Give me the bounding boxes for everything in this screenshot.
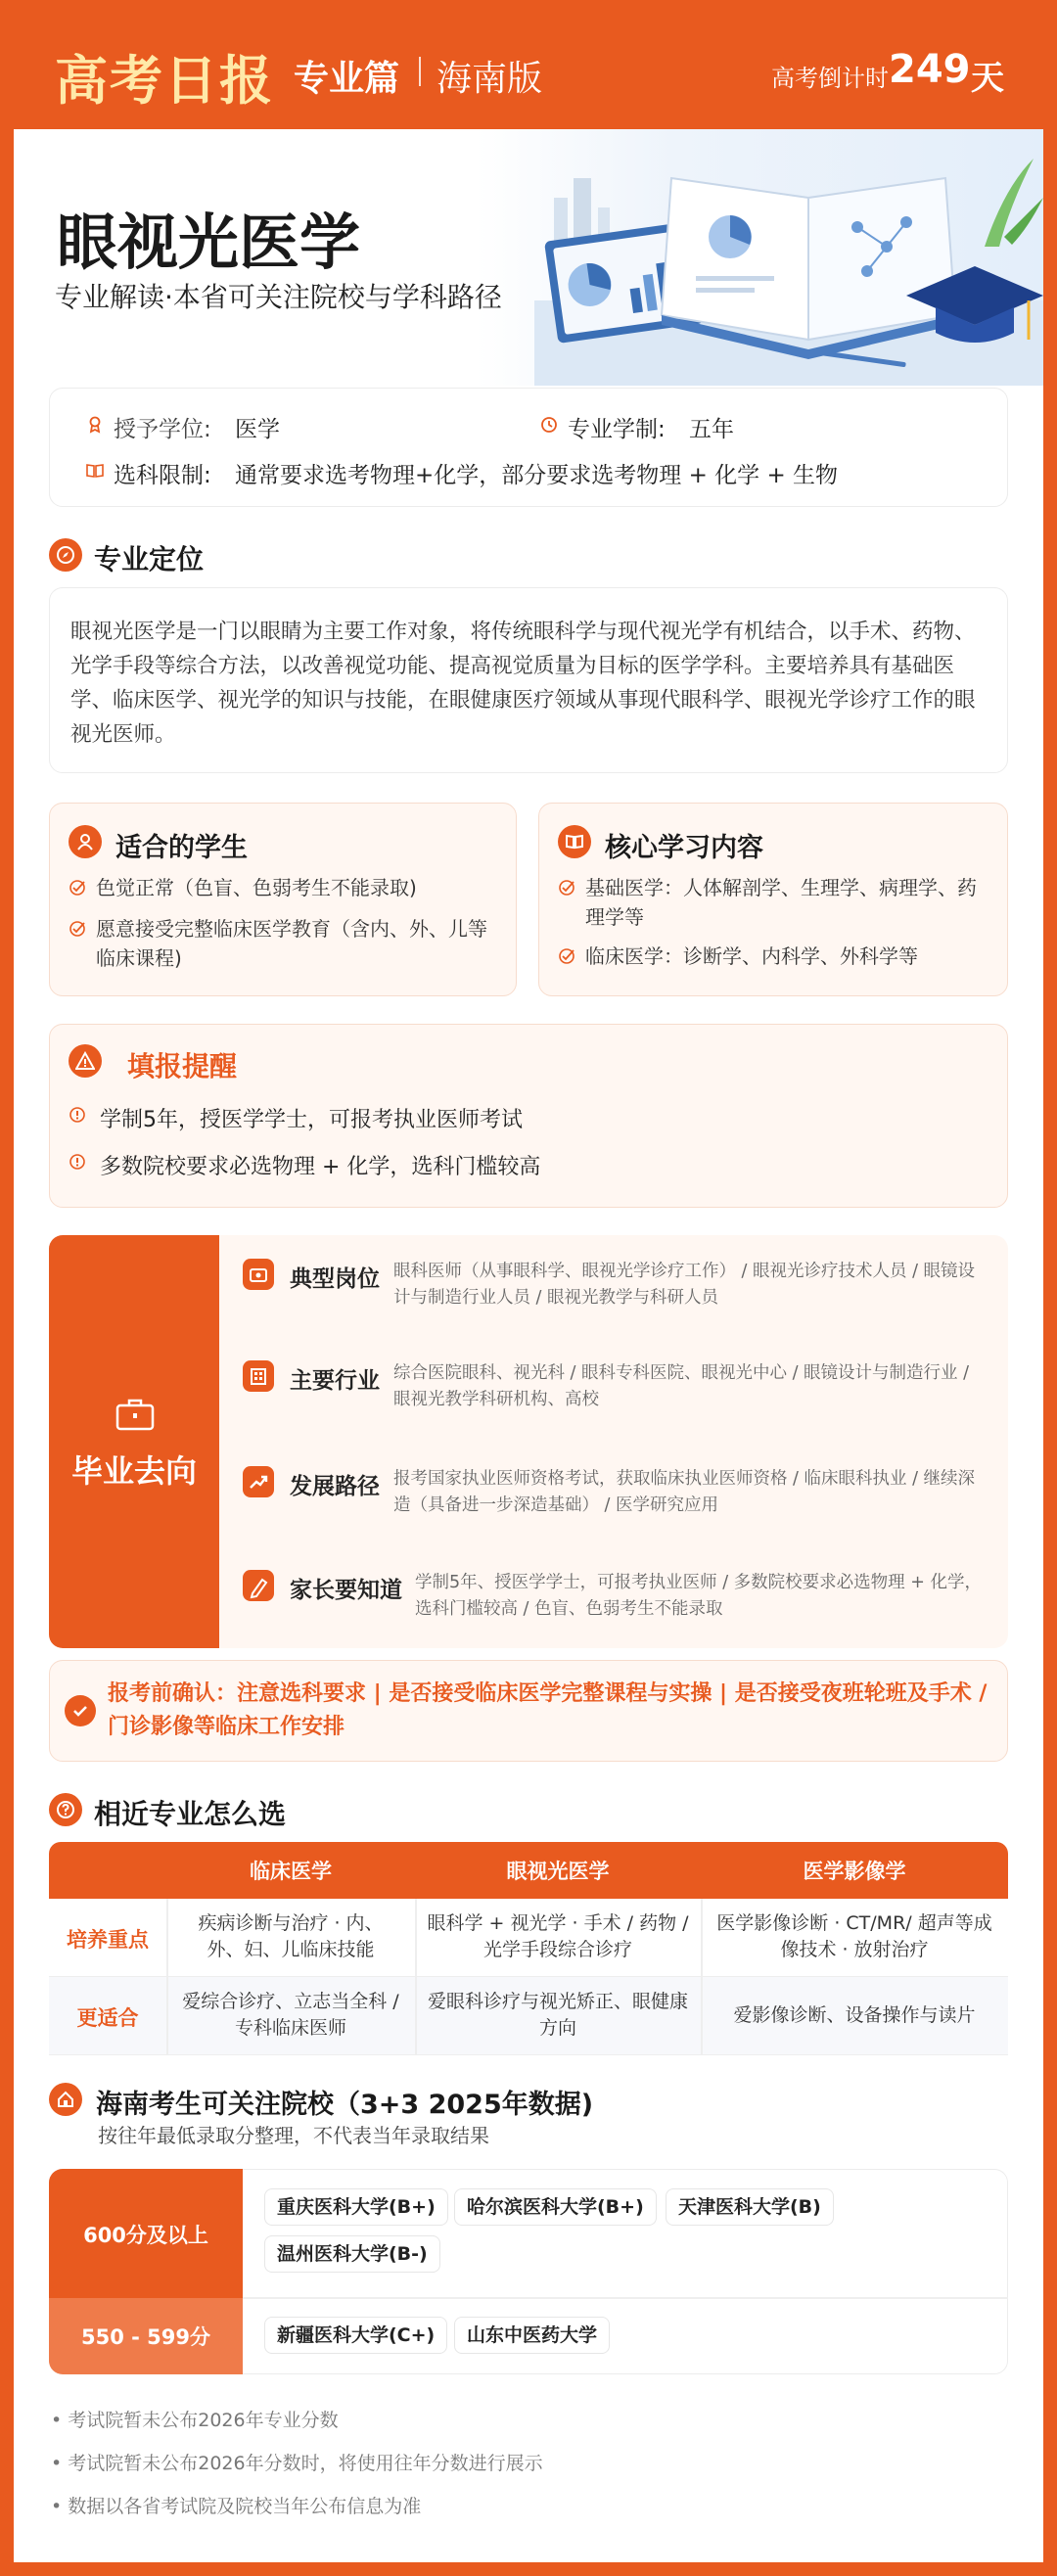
graduation-row-desc: 综合医院眼科、视光科 / 眼科专科医院、眼视光中心 / 眼镜设计与制造行业 / 眼视光教学科研机构、高校 — [393, 1363, 969, 1409]
briefcase-icon — [243, 1259, 274, 1290]
book-icon — [86, 462, 104, 480]
graduation-row-name: 家长要知道 — [290, 1578, 402, 1603]
note-text: 数据以各省考试院及院校当年公布信息为准 — [68, 2496, 422, 2517]
book-icon — [558, 825, 591, 858]
check-icon — [558, 879, 575, 897]
school-chip[interactable]: 新疆医科大学(C+) — [264, 2317, 447, 2354]
graduation-row-desc: 眼科医师（从事眼科学、眼视光学诊疗工作） / 眼视光诊疗技术人员 / 眼镜设计与制造行业人员 / 眼视光教学与科研人员 — [393, 1262, 976, 1308]
check-icon — [69, 879, 86, 897]
clock-icon — [540, 416, 558, 434]
section-label: 专业篇 — [294, 59, 400, 99]
school-chip[interactable]: 天津医科大学(B) — [666, 2188, 834, 2226]
core-item: 基础医学：人体解剖学、生理学、病理学、药理学等 — [585, 876, 977, 929]
compare-cell: 眼科学 + 视光学 · 手术 / 药物 / 光学手段综合诊疗 — [427, 1912, 689, 1960]
note-text: 考试院暂未公布2026年分数时，将使用往年分数进行展示 — [68, 2453, 543, 2474]
graduation-row-name: 典型岗位 — [290, 1266, 380, 1292]
check-icon — [69, 920, 86, 938]
positioning-text: 眼视光医学是一门以眼睛为主要工作对象，将传统眼科学与现代视光学有机结合，以手术、药物、光学手段等综合方法，以改善视觉功能、提高视觉质量为目标的医学学科。主要培养具有基础医学、临床医学、视光学的知识与技能，在眼健康医疗领域从事现代眼科学、眼视光学诊疗工作的眼视光医师。 — [70, 620, 976, 747]
graduation-row-name: 主要行业 — [290, 1368, 380, 1394]
degree-label: 授予学位: — [114, 417, 211, 442]
major-title: 眼视光医学 — [57, 207, 361, 278]
compare-row-label: 更适合 — [76, 2006, 139, 2030]
graduation-row-desc: 学制5年、授医学学士，可报考执业医师 / 多数院校要求必选物理 + 化学，选科门槛较高 / 色盲、色弱考生不能录取 — [415, 1573, 982, 1619]
school-chip[interactable]: 温州医科大学(B-) — [264, 2235, 440, 2273]
alert-icon — [69, 1106, 86, 1124]
bullet-dot: • — [51, 2410, 69, 2431]
countdown-days: 249 — [889, 47, 971, 92]
suitable-title: 适合的学生 — [115, 833, 248, 863]
compare-cell: 爱综合诊疗、立志当全科 / 专科临床医师 — [182, 1991, 399, 2039]
briefcase-icon — [115, 1398, 155, 1431]
compare-col-imaging: 医学影像学 — [803, 1860, 906, 1883]
reminder-item: 多数院校要求必选物理 + 化学，选科门槛较高 — [100, 1155, 541, 1179]
major-subtitle: 专业解读·本省可关注院校与学科路径 — [55, 281, 502, 313]
positioning-title: 专业定位 — [94, 543, 205, 575]
degree-value: 医学 — [235, 417, 280, 442]
countdown-label: 高考倒计时 — [771, 65, 889, 92]
person-icon — [69, 825, 102, 858]
column-divider — [415, 1899, 417, 2055]
subject-label: 选科限制: — [114, 463, 211, 488]
reminder-title: 填报提醒 — [127, 1050, 238, 1082]
column-divider — [701, 1899, 703, 2055]
bullet-dot: • — [51, 2496, 69, 2517]
reminder-item: 学制5年，授医学学士，可报考执业医师考试 — [100, 1108, 523, 1132]
graduation-row-desc: 报考国家执业医师资格考试，获取临床执业医师资格 / 临床眼科执业 / 继续深造（具备进一步深造基础） / 医学研究应用 — [393, 1469, 976, 1515]
warning-icon — [69, 1044, 102, 1078]
schools-subtitle: 按往年最低录取分整理，不代表当年录取结果 — [98, 2124, 489, 2147]
graduation-label: 毕业去向 — [70, 1452, 197, 1490]
graduation-side — [49, 1235, 219, 1648]
compare-cell: 爱眼科诊疗与视光矫正、眼健康方向 — [427, 1991, 688, 2039]
suitable-item: 色觉正常（色盲、色弱考生不能录取) — [96, 876, 417, 899]
school-chip[interactable]: 重庆医科大学(B+) — [264, 2188, 448, 2226]
graduation-row-name: 发展路径 — [290, 1474, 380, 1499]
alert-icon — [69, 1153, 86, 1171]
countdown-unit: 天 — [971, 59, 1004, 98]
tier-label: 600分及以上 — [83, 2224, 208, 2247]
question-icon — [49, 1793, 82, 1826]
confirm-text: 报考前确认：注意选科要求 | 是否接受临床医学完整课程与实操 | 是否接受夜班轮班及手术 / 门诊影像等临床工作安排 — [108, 1681, 988, 1739]
suitable-item: 愿意接受完整临床医学教育（含内、外、儿等临床课程) — [96, 917, 487, 970]
bullet-dot: • — [51, 2453, 69, 2474]
check-icon — [558, 947, 575, 965]
compare-col-clinical: 临床医学 — [250, 1860, 332, 1883]
compare-row-label: 培养重点 — [67, 1928, 149, 1952]
school-chip[interactable]: 哈尔滨医科大学(B+) — [454, 2188, 657, 2226]
compare-cell: 疾病诊断与治疗 · 内、外、妇、儿临床技能 — [198, 1912, 384, 1960]
brand-title: 高考日报 — [55, 50, 274, 112]
edition-label: 海南版 — [437, 59, 543, 99]
duration-label: 专业学制: — [568, 417, 666, 442]
compass-icon — [49, 538, 82, 572]
school-chip[interactable]: 山东中医药大学 — [454, 2317, 610, 2354]
tier-divider — [243, 2297, 1008, 2299]
subject-value: 通常要求选考物理+化学，部分要求选考物理 + 化学 + 生物 — [235, 463, 839, 488]
building-icon — [243, 1360, 274, 1392]
degree-icon — [86, 416, 104, 434]
tier-label: 550 - 599分 — [80, 2325, 210, 2349]
header-divider — [419, 57, 421, 86]
schools-title: 海南考生可关注院校（3+3 2025年数据) — [96, 2090, 594, 2120]
compare-col-optometry: 眼视光医学 — [506, 1860, 610, 1883]
compare-cell: 医学影像诊断 · CT/MR/ 超声等成像技术 · 放射治疗 — [716, 1912, 992, 1960]
core-item: 临床医学：诊断学、内科学、外科学等 — [585, 944, 918, 968]
duration-value: 五年 — [689, 417, 734, 442]
compare-title: 相近专业怎么选 — [94, 1798, 287, 1830]
books-illustration — [476, 129, 1043, 386]
note-text: 考试院暂未公布2026年专业分数 — [68, 2410, 339, 2431]
column-divider — [166, 1899, 168, 2055]
compare-cell: 爱影像诊断、设备操作与读片 — [733, 2004, 976, 2026]
home-icon — [49, 2083, 82, 2116]
parent-note-icon — [243, 1570, 274, 1601]
trend-icon — [243, 1466, 274, 1497]
check-circle-icon — [65, 1695, 96, 1726]
core-title: 核心学习内容 — [605, 833, 763, 863]
